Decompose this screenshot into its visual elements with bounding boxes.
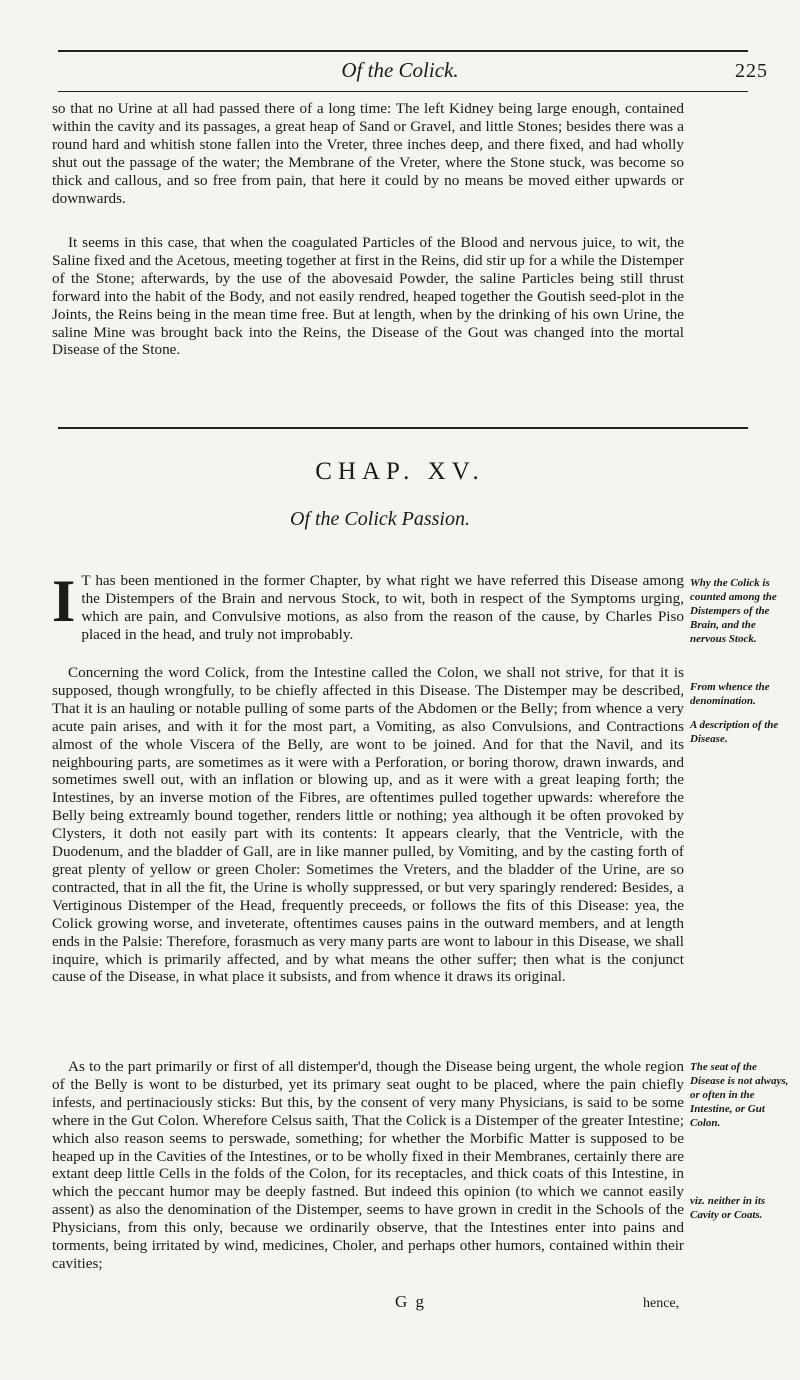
paragraph-colick-description: Concerning the word Colick, from the Intestine called the Colon, we shall not strive, for that it is supposed, though wrongfully, to be chiefly affected in this Disease. The Distemper may be described, That it is an hauling or notable pulling of some parts of the Abdomen or the Belly; from whence a very acute pain arises, and with it for the most part, a Vomiting, as also Convulsions, and Contractions almost of the whole Viscera of the Belly, are wont to be joined. And for that the Navil, and its neighbouring parts, are sometimes as it were with a Perforation, or boring thorow, drawn inwards, and sometimes swell out, with an inflation or blowing up, and as it were with a great leaping forth; the Intestines, by an inverse motion of the Fibres, are oftentimes pulled together upwards: wherefore the Belly being extreamly bound together, renders little or nothing; yea although it be often provoked by Clysters, it doth not easily part with its contents: It appears clearly, that the Ventricle, with the Duodenum, and the bladder of Gall, are in like manner pulled, by Vomiting, and by the casting forth of great plenty of yellow or green Choler: Sometimes the Vreters, and the bladder of the Urine, are so contracted, that in all the fit, the Urine is wholly suppressed, or but very sparingly rendered: Besides, a Vertiginous Distemper of the Head, frequently preceeds, or follows the fits of this Disease: yea, the Colick growing worse, and inveterate, oftentimes causes pains in the outward members, and at length ends in the Palsie: Therefore, forasmuch as very many parts are wont to labour in this Disease, we shall inquire, which is primarily affected, and by what means the other suffer; then what is the conjunct cause of the Disease, in what place it subsists, and from whence it draws its original. [52,664,684,986]
paragraph-chapter-opening [52,568,684,644]
catchword: hence, [643,1296,680,1311]
chapter-heading: CHAP. XV. [315,458,485,485]
marginal-note-description: A description of the Disease. [690,719,779,745]
header-rule-top [58,50,748,52]
header-rule-bottom [58,91,748,92]
marginal-note-seat: The seat of the Disease is not always, or often in the Intestine, or Gut Colon. [690,1061,789,1129]
paragraph-primary-seat: As to the part primarily or first of all distemper'd, though the Disease being urgent, the whole region of the Belly is wont to be disturbed, yet its primary seat ought to be placed, where the pain chiefly infests, and pertinaciously sticks: But this, by the consent of very many Physicians, is said to be some where in the Gut Colon. Wherefore Celsus saith, That the Colick is a Distemper of the greater Intestine; which also reason seems to perswade, something; for whether the Morbific Matter is supposed to be heaped up in the Cavities of the Intestines, or to be wholly fixed in their Membranes, certainly there are extant deep little Cells in the folds of the Colon, for its receptacles, and thick coats of this Intestine, in which the peccant humor may be deeply fastned. But indeed this opinion (to which we cannot easily assent) as also the denomination of the Distemper, seems to have grown in credit in the Schools of the Physicians, from this only, because we ordinarily observe, that the Intestines enter into pains and torments, being irritated by wind, medicines, Choler, and perhaps other humors, contained within their cavities; [52,1058,684,1272]
chapter-subtitle: Of the Colick Passion. [290,508,470,530]
chapter-divider [58,427,748,429]
page-number: 225 [735,60,768,82]
paragraph-continuation: so that no Urine at all had passed there of a long time: The left Kidney being large enough, contained within the cavity and its passages, a great heap of Sand or Gravel, and little Stones; besides there was a round hard and whitish stone fallen into the Vreter, three inches deep, and there fixed, and had wholly shut out the passage of the water; the Membrane of the Vreter, where the Stone stuck, was become so thick and callous, and so free from pain, that here it could by no means be moved either upwards or downwards. [52,100,684,207]
marginal-note-denomination: From whence the denomination. [690,681,770,707]
drop-cap: I [52,568,76,634]
paragraph-case-summary: It seems in this case, that when the coagulated Particles of the Blood and nervous juice, to wit, the Saline fixed and the Acetous, meeting together at first in the Reins, did stir up for a while the Distemper of the Stone; afterwards, by the use of the abovesaid Powder, the saline Particles being still thrust forward into the habit of the Body, and not easily rendred, heaped together the Goutish seed-plot in the Joints, the Reins being in the mean time free. But at length, when by the drinking of his own Urine, the saline Mine was brought back into the Reins, the Disease of the Gout was changed into the mortal Disease of the Stone. [52,234,684,359]
opening-text: T has been mentioned in the former Chapter, by what right we have referred this Disease among the Distempers of the Brain and nervous Stock, to wit, both in respect of the Symptoms urging, which are pain, and Convulsive motions, as also from the reason of the cause, by Charles Piso placed in the head, and truly not improbably. [81,572,684,643]
marginal-note-brain: Why the Colick is counted among the Distempers of the Brain, and the nervous Stock. [690,577,777,645]
running-head: Of the Colick. [341,58,459,82]
marginal-note-cavity: viz. neither in its Cavity or Coats. [690,1195,766,1221]
signature-mark: G g [395,1292,427,1311]
